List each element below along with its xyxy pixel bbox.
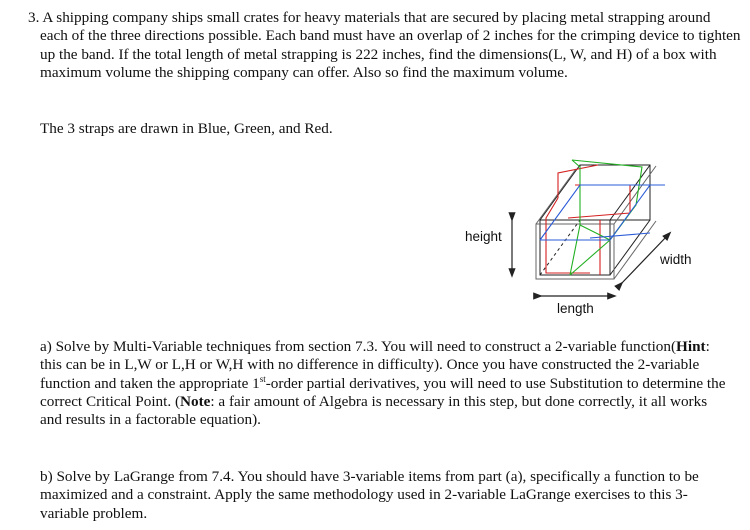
hint-label: Hint (676, 338, 706, 355)
part-a-text-1: a) Solve by Multi-Variable techniques from section 7.3. You will need to construct a 2-variable function( (40, 338, 677, 355)
ordinal-superscript: st (259, 373, 266, 384)
length-label: length (557, 301, 594, 316)
note-label: Note (180, 392, 211, 410)
problem-number: 3. (28, 9, 40, 26)
problem-text: A shipping company ships small crates for heavy materials that are secured by placing metal strapping around each of the three directions possible. Each band must have an overlap of 2 inches for the crimping device to tighten up the band. If the total length of metal strapping is 222 inches, find the dimensions(L, W, and H) of a box with maximum volume the shipping company can offer. Also so find the maximum volume. (40, 9, 741, 81)
crate-box (536, 165, 656, 279)
part-a-text-4: : a fair amount of Algebra is necessary in this step, but done correctly, it all works and results in a factorable equation). (40, 392, 708, 429)
straps-note: The 3 straps are drawn in Blue, Green, and Red. (40, 120, 333, 137)
height-label: height (465, 229, 502, 244)
crate-figure (460, 145, 710, 325)
part-b: b) Solve by LaGrange from 7.4. You should have 3-variable items from part (a), specifically a function to be maximized and a constraint. Apply the same methodology used in 2-variable LaGrange exercises to this 3-variable problem. (40, 468, 699, 522)
part-a-text-3: -order partial derivatives, you will need to use Substitution to determine the correct Critical Point. ( (40, 374, 726, 410)
problem-statement (28, 9, 742, 82)
width-label: width (660, 252, 692, 267)
part-a (40, 338, 730, 429)
part-a-text-2: : this can be in L,W or L,H or W,H with no difference in difficulty). Once you have constructed the 2-variable function and taken the appropriate 1 (40, 338, 710, 392)
back-face (580, 165, 650, 220)
